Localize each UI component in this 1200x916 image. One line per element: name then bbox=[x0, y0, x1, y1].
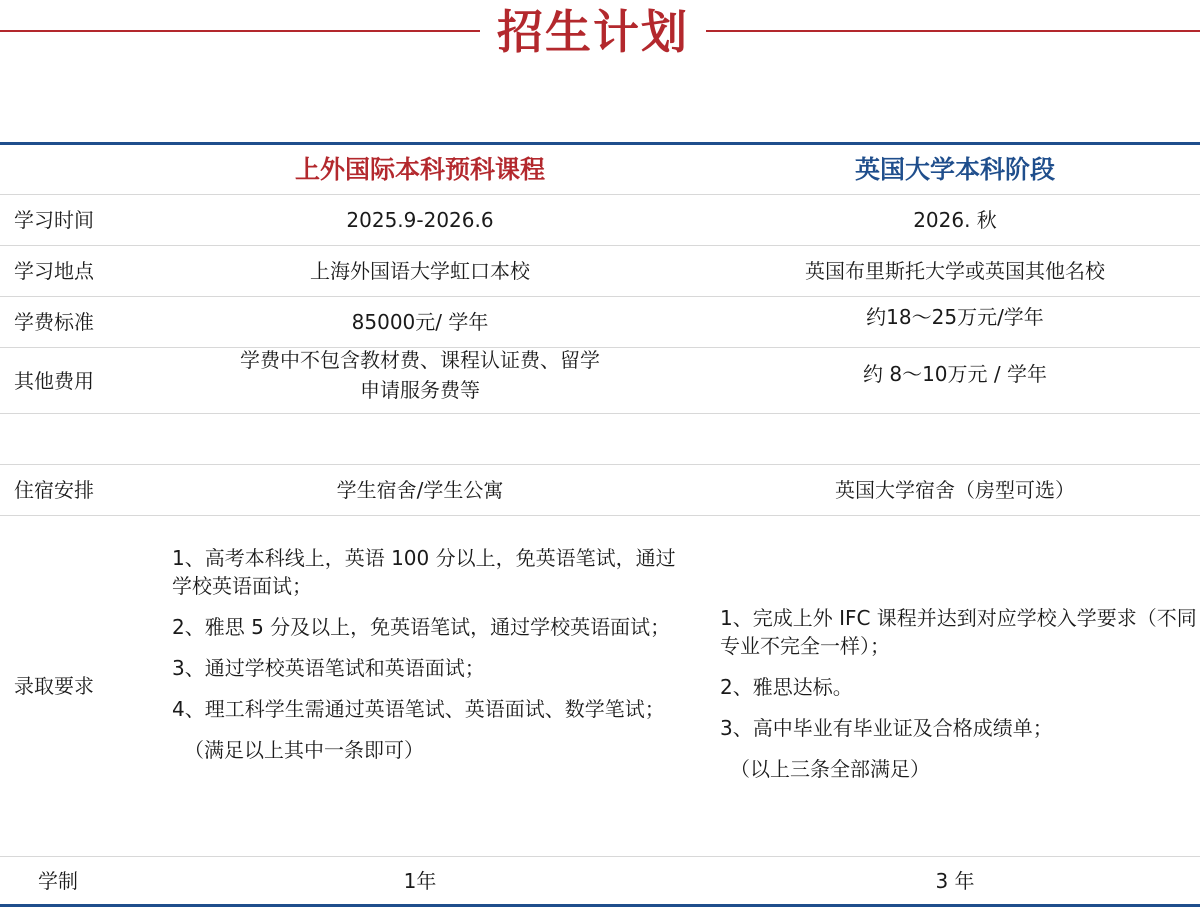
row-value-uk: 英国大学宿舍（房型可选） bbox=[835, 478, 1075, 502]
row-label: 学习时间 bbox=[14, 208, 94, 232]
row-value-ifc bbox=[160, 348, 680, 413]
requirement-item: 4、理工科学生需通过英语笔试、英语面试、数学笔试； bbox=[172, 697, 665, 721]
requirement-item: 3、高中毕业有毕业证及合格成绩单； bbox=[720, 716, 1053, 740]
page-title: 招生计划 bbox=[497, 5, 689, 59]
row-value-ifc: 2025.9-2026.6 bbox=[346, 208, 494, 232]
requirement-note: （满足以上其中一条即可） bbox=[184, 738, 424, 762]
row-label: 学习地点 bbox=[14, 259, 94, 283]
row-value-ifc: 1年 bbox=[403, 868, 437, 893]
row-value-ifc: 学生宿舍/学生公寓 bbox=[336, 478, 504, 502]
table-header-row bbox=[0, 145, 1200, 195]
requirement-item: 3、通过学校英语笔试和英语面试； bbox=[172, 656, 485, 680]
table-row-admission bbox=[0, 516, 1200, 857]
row-value-line: 学费中不包含教材费、课程认证费、留学 bbox=[240, 348, 600, 372]
row-value-uk: 约 8～10万元 / 学年 bbox=[863, 361, 1047, 386]
header-uk-undergraduate: 英国大学本科阶段 bbox=[854, 154, 1055, 184]
row-label: 住宿安排 bbox=[14, 478, 94, 502]
admission-requirements-ifc bbox=[172, 544, 682, 764]
row-label: 学制 bbox=[38, 868, 78, 893]
row-label: 学费标准 bbox=[14, 310, 94, 334]
row-value-uk: 英国布里斯托大学或英国其他名校 bbox=[805, 259, 1105, 283]
table-row-duration bbox=[0, 857, 1200, 904]
title-divider-right bbox=[706, 30, 1200, 32]
row-value-uk: 约18～25万元/学年 bbox=[866, 305, 1044, 329]
table-row-study-location bbox=[0, 246, 1200, 297]
row-value-uk: 3 年 bbox=[935, 868, 975, 893]
requirement-item: 1、高考本科线上，英语 100 分以上，免英语笔试，通过学校英语面试； bbox=[172, 546, 676, 598]
title-divider-left bbox=[0, 30, 480, 32]
requirement-item: 2、雅思达标。 bbox=[720, 675, 853, 699]
table-row-empty bbox=[0, 414, 1200, 465]
row-value-line: 申请服务费等 bbox=[360, 378, 480, 402]
row-value-ifc: 上海外国语大学虹口本校 bbox=[310, 259, 530, 283]
row-value-uk: 2026. 秋 bbox=[913, 208, 997, 232]
table-row-accommodation bbox=[0, 465, 1200, 516]
row-value-ifc bbox=[160, 414, 680, 464]
requirement-note: （以上三条全部满足） bbox=[730, 757, 930, 781]
table-row-study-time bbox=[0, 195, 1200, 246]
admission-requirements-uk bbox=[720, 604, 1198, 783]
table-row-tuition bbox=[0, 297, 1200, 348]
row-value-uk bbox=[710, 414, 1200, 464]
table-bottom-rule bbox=[0, 904, 1200, 907]
header-ifc-program: 上外国际本科预科课程 bbox=[294, 154, 545, 184]
row-value-ifc: 85000元/ 学年 bbox=[351, 310, 489, 334]
title-banner bbox=[0, 0, 1200, 70]
requirement-item: 2、雅思 5 分及以上，免英语笔试，通过学校英语面试； bbox=[172, 615, 671, 639]
row-label: 其他费用 bbox=[14, 368, 94, 393]
requirement-item: 1、完成上外 IFC 课程并达到对应学校入学要求（不同专业不完全一样）； bbox=[720, 606, 1197, 658]
row-label: 录取要求 bbox=[14, 674, 94, 698]
table-row-other-fees bbox=[0, 348, 1200, 414]
